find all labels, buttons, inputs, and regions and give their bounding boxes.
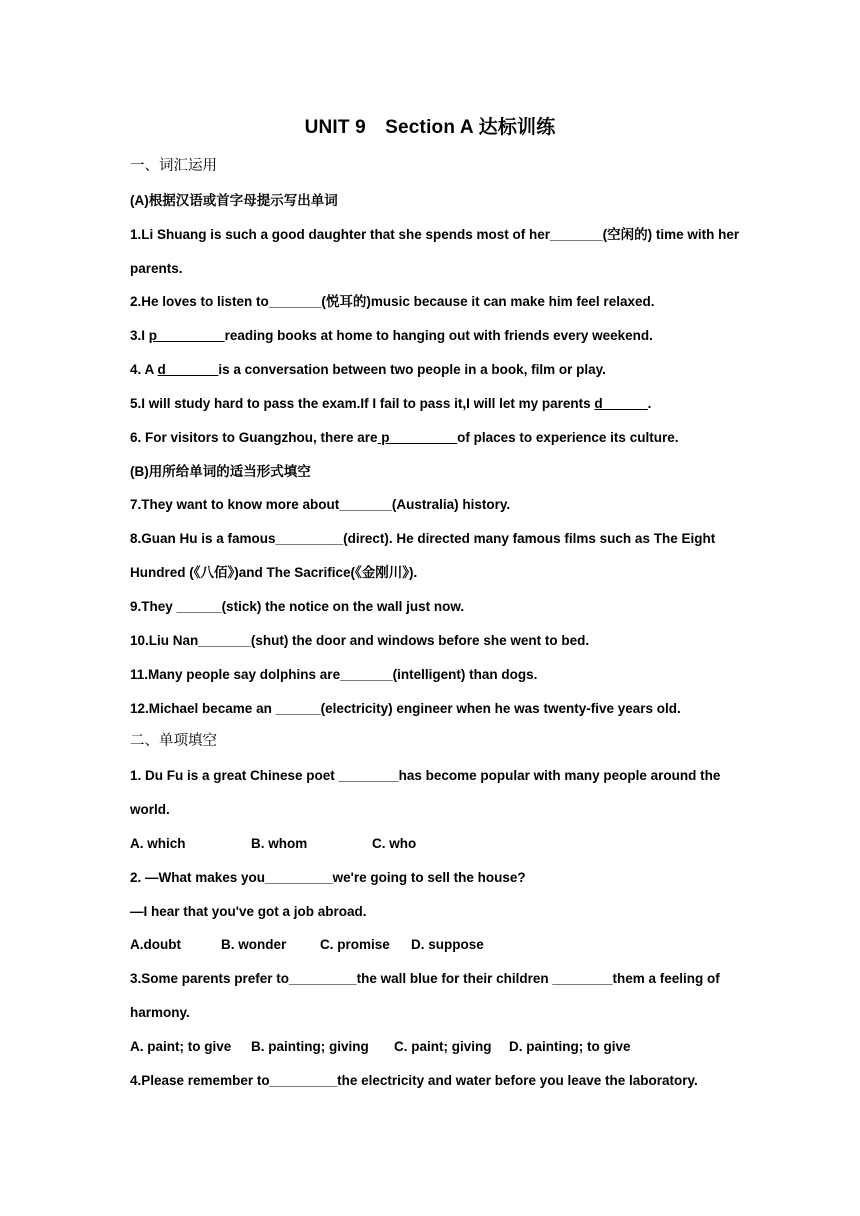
question-8-line-1: 8.Guan Hu is a famous_________(direct). He directed many famous films such as The Eight [130, 531, 716, 547]
choice-3-option-a: A. paint; to give [130, 1038, 232, 1054]
choice-3-line-2: harmony. [130, 1005, 190, 1021]
choice-1-line-2: world. [130, 802, 170, 818]
choice-2-option-c: C. promise [320, 937, 390, 953]
question-4-prefix: 4. A [130, 362, 158, 378]
choice-2-line-2: —I hear that you've got a job abroad. [130, 903, 367, 919]
question-4-suffix: is a conversation between two people in a book, film or play. [218, 362, 606, 378]
choice-1-options [130, 827, 750, 861]
question-5-suffix: . [647, 395, 652, 411]
page-title: UNIT 9 Section A 达标训练 [304, 117, 556, 138]
question-4 [130, 353, 750, 387]
choice-1-option-c: C. who [372, 835, 417, 851]
question-5 [130, 387, 750, 421]
section-heading-vocab: 一、词汇运用 [130, 158, 217, 174]
part-b-heading: (B)用所给单词的适当形式填空 [130, 463, 311, 479]
question-3 [130, 319, 750, 353]
question-6-suffix: of places to experience its culture. [457, 429, 679, 445]
worksheet-content [130, 150, 750, 1098]
choice-3-options [130, 1030, 750, 1064]
question-6-prefix: 6. For visitors to Guangzhou, there are [130, 429, 378, 445]
choice-1-option-a: A. which [130, 835, 186, 851]
choice-2-option-a: A.doubt [130, 937, 181, 953]
choice-4: 4.Please remember to_________the electricity and water before you leave the laboratory. [130, 1072, 698, 1088]
choice-1-line-1: 1. Du Fu is a great Chinese poet ________has become popular with many people around the [130, 768, 721, 784]
part-a-heading: (A)根据汉语或首字母提示写出单词 [130, 192, 338, 208]
question-6 [130, 421, 750, 455]
question-3-blank: p_________ [148, 328, 225, 344]
section-heading-choice: 二、单项填空 [130, 733, 217, 750]
choice-2-option-d: D. suppose [411, 937, 484, 953]
choice-3-line-1: 3.Some parents prefer to_________the wall blue for their children ________them a feeling of [130, 971, 720, 987]
question-1-line-1: 1.Li Shuang is such a good daughter that she spends most of her_______(空闲的) time with her [130, 226, 740, 242]
question-10: 10.Liu Nan_______(shut) the door and windows before she went to bed. [130, 632, 590, 648]
choice-3-option-d: D. painting; to give [509, 1038, 631, 1054]
choice-3-option-c: C. paint; giving [394, 1038, 492, 1054]
choice-2-option-b: B. wonder [221, 937, 287, 953]
question-5-prefix: 5.I will study hard to pass the exam.If I fail to pass it,I will let my parents [130, 395, 595, 411]
question-12: 12.Michael became an ______(electricity) engineer when he was twenty-five years old. [130, 700, 681, 716]
question-7: 7.They want to know more about_______(Australia) history. [130, 497, 511, 513]
choice-2-options [130, 928, 750, 962]
question-8-line-2: Hundred (《八佰》)and The Sacrifice(《金刚川》). [130, 565, 418, 581]
question-3-suffix: reading books at home to hanging out with friends every weekend. [224, 328, 653, 344]
question-6-blank: p_________ [377, 429, 458, 445]
question-3-prefix: 3.I [130, 328, 149, 344]
choice-2-line-1: 2. —What makes you_________we're going to sell the house? [130, 869, 526, 885]
question-9: 9.They ______(stick) the notice on the wall just now. [130, 598, 465, 614]
question-2: 2.He loves to listen to_______(悦耳的)music because it can make him feel relaxed. [130, 294, 655, 310]
question-1-line-2: parents. [130, 260, 183, 276]
choice-1-option-b: B. whom [251, 835, 308, 851]
question-4-blank: d_______ [157, 362, 219, 378]
question-11: 11.Many people say dolphins are_______(intelligent) than dogs. [130, 666, 538, 682]
question-5-blank: d______ [594, 395, 648, 411]
choice-3-option-b: B. painting; giving [251, 1038, 369, 1054]
